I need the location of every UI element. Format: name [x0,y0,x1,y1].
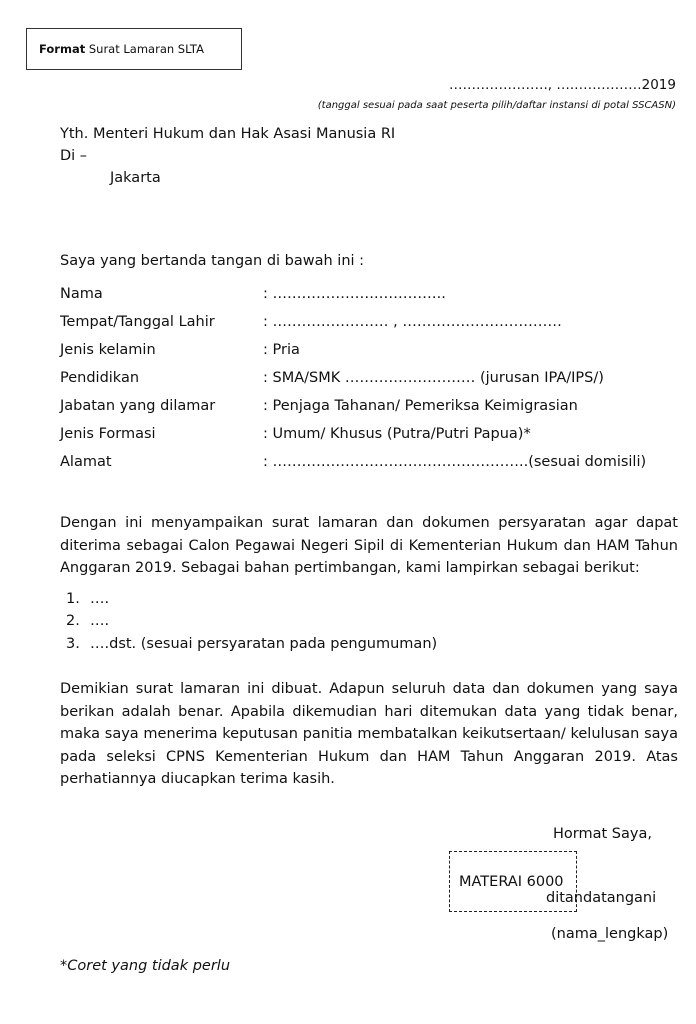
date-note: (tanggal sesuai pada saat peserta pilih/daftar instansi di potal SSCASN) [317,100,676,111]
field-label: Tempat/Tanggal Lahir [60,314,215,330]
attachment-text: ….dst. (sesuai persyaratan pada pengumuman) [90,636,438,652]
field-label: Alamat [60,454,112,470]
field-label: Jenis Formasi [60,426,156,442]
stamp-label: MATERAI 6000 [459,874,564,890]
field-label: Pendidikan [60,370,140,386]
signer-name: (nama_lengkap) [551,926,669,942]
salutation: Hormat Saya, [553,826,652,842]
field-value: : …………………… , …………………………… [263,314,562,330]
field-label: Jenis kelamin [60,342,156,358]
field-label: Nama [60,286,103,302]
field-value: : Pria [263,342,300,358]
format-label-text: Surat Lamaran SLTA [88,42,204,56]
field-value: : Umum/ Khusus (Putra/Putri Papua)* [263,426,531,442]
date-line: …………………., ….……………2019 [448,77,676,93]
field-value: : ……………………………………………..(sesuai domisili) [263,454,647,470]
field-value: : SMA/SMK ……………………… (jurusan IPA/IPS/) [263,370,604,386]
attachment-number: 2. [66,613,80,629]
footnote: *Coret yang tidak perlu [60,958,231,974]
format-label-box [26,28,242,70]
attachment-text: …. [90,591,110,607]
attachment-number: 3. [66,636,80,652]
field-label: Jabatan yang dilamar [60,398,216,414]
attachment-text: …. [90,613,110,629]
recipient-line-2: Di – [60,148,88,164]
recipient-line-3: Jakarta [110,170,161,186]
attachment-number: 1. [66,591,80,607]
format-label-bold: Format [39,42,86,56]
signed-text: ditandatangani [546,890,657,906]
intro-text: Saya yang bertanda tangan di bawah ini : [60,253,365,269]
field-value: : Penjaga Tahanan/ Pemeriksa Keimigrasian [263,398,578,414]
body-paragraph: Dengan ini menyampaikan surat lamaran dan dokumen persyaratan agar dapat diterima sebagai Calon Pegawai Negeri Sipil di Kementerian Hukum dan HAM Tahun Anggaran 2019. Sebagai bahan pertimbangan, kami lampirkan sebagai berikut: [60,515,678,576]
field-value: : ………………….………….. [263,286,446,302]
closing-paragraph: Demikian surat lamaran ini dibuat. Adapun seluruh data dan dokumen yang saya berikan adalah benar. Apabila dikemudian hari ditemukan data yang tidak benar, maka saya menerima keputusan panitia membatalkan keikutsertaan/ kelulusan saya pada seleksi CPNS Kementerian Hukum dan HAM Tahun Anggaran 2019. Atas perhatiannya diucapkan terima kasih. [60,681,678,787]
recipient-line-1: Yth. Menteri Hukum dan Hak Asasi Manusia RI [60,126,396,142]
